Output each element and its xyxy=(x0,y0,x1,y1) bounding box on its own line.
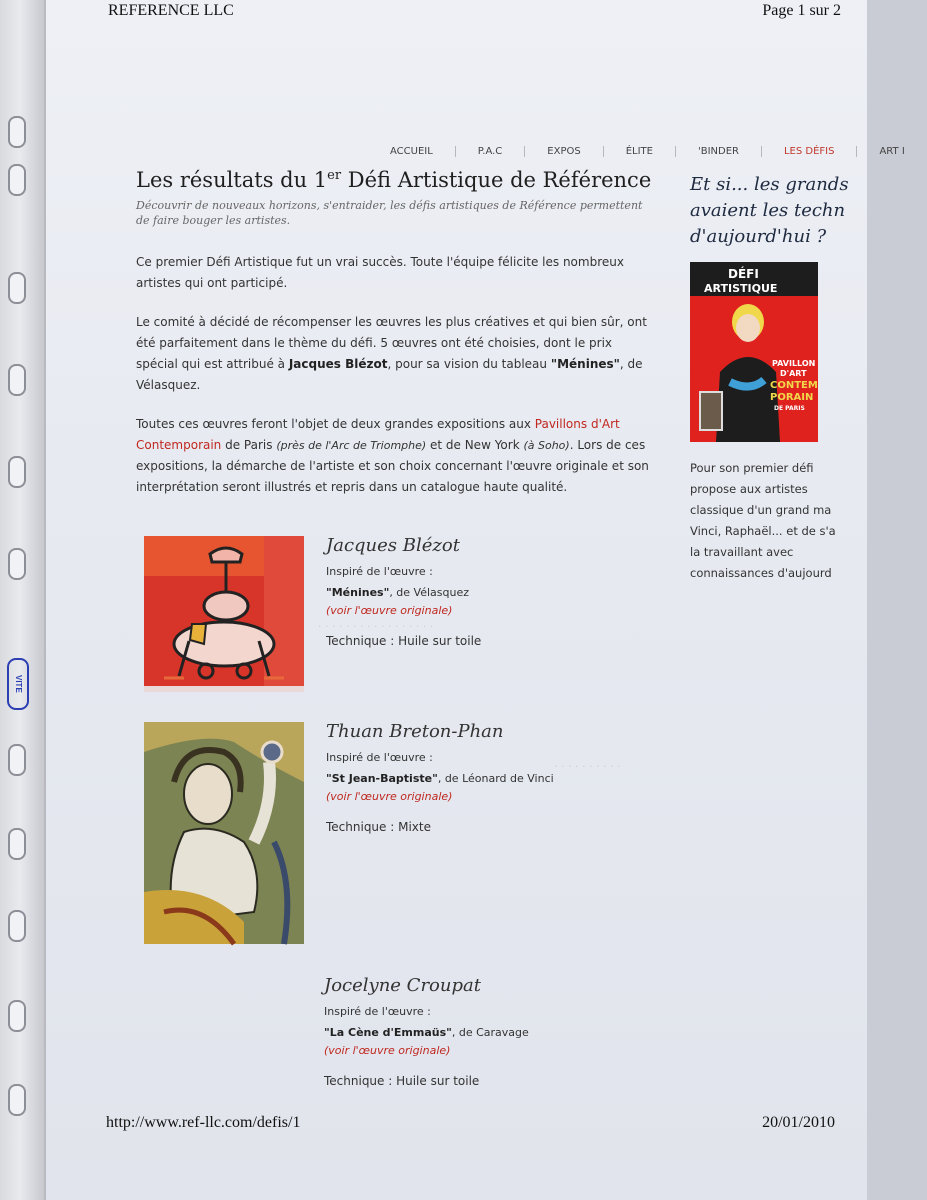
binder-hole xyxy=(8,828,26,860)
pavillons-link[interactable]: Pavillons d'Art Contemporain xyxy=(136,417,620,452)
poster-line: ARTISTIQUE xyxy=(704,282,778,295)
artwork-thumbnail-blezot[interactable] xyxy=(144,536,304,692)
nav-item-art[interactable]: ART I xyxy=(879,145,905,157)
nav-item-binder[interactable]: 'BINDER xyxy=(676,146,762,157)
nav-item-les-defis[interactable]: LES DÉFIS xyxy=(762,146,857,157)
binder-hole xyxy=(8,164,26,196)
sidebar-title-line: d'aujourd'hui ? xyxy=(690,226,827,247)
technique: Technique : Huile sur toile xyxy=(324,1074,480,1088)
inspired-label: Inspiré de l'œuvre : xyxy=(326,751,433,764)
binder-hole xyxy=(8,364,26,396)
poster-line: DÉFI xyxy=(728,267,759,281)
technique: Technique : Mixte xyxy=(326,820,431,834)
print-footer-date: 20/01/2010 xyxy=(762,1114,835,1131)
poster-line: CONTEM xyxy=(770,380,818,391)
poster-line: PORAIN xyxy=(770,392,814,403)
binder-hole xyxy=(8,116,26,148)
nav-item-elite[interactable]: ÉLITE xyxy=(604,146,676,157)
artwork-entry xyxy=(136,720,652,950)
view-original-link[interactable]: (voir l'œuvre originale) xyxy=(326,790,453,803)
binder-brand-tag: VITE xyxy=(7,658,29,710)
winner-name: Jacques Blézot xyxy=(288,357,388,371)
sidebar xyxy=(690,172,867,584)
nav-item-expos[interactable]: EXPOS xyxy=(525,146,603,157)
binder-hole xyxy=(8,744,26,776)
binder-hole xyxy=(8,1000,26,1032)
binder-strip xyxy=(0,0,46,1200)
sidebar-text-line: Pour son premier défi xyxy=(690,461,814,475)
artwork-thumbnail-breton-phan[interactable] xyxy=(144,722,304,944)
nav-item-accueil[interactable]: ACCUEIL xyxy=(378,146,456,157)
poster-line: DE PARIS xyxy=(774,405,805,412)
original-work: "Ménines", de Vélasquez xyxy=(326,586,470,599)
binder-hole xyxy=(8,456,26,488)
sidebar-title-line: Et si... les grands xyxy=(690,174,849,195)
artist-name: Thuan Breton-Phan xyxy=(326,721,504,742)
print-header-site: REFERENCE LLC xyxy=(108,2,234,19)
show-through-text: · · · · · · · · · · · · · · · · · xyxy=(318,620,434,633)
binder-hole xyxy=(8,272,26,304)
sidebar-text-line: connaissances d'aujourd xyxy=(690,566,832,580)
poster-line: PAVILLON xyxy=(772,359,816,368)
nav-item-pac[interactable]: P.A.C xyxy=(456,146,525,157)
artist-name: Jacques Blézot xyxy=(326,535,460,556)
view-original-link[interactable]: (voir l'œuvre originale) xyxy=(326,604,453,617)
show-through-text: · · · · · · · · · · xyxy=(554,760,621,773)
artist-name: Jocelyne Croupat xyxy=(324,975,481,996)
technique: Technique : Huile sur toile xyxy=(326,634,482,648)
sidebar-text xyxy=(690,458,867,584)
sidebar-text-line: la travaillant avec xyxy=(690,545,794,559)
article xyxy=(136,162,652,498)
article-subtitle: Découvrir de nouveaux horizons, s'entraider, les défis artistiques de Référence permettent de faire bouger les artistes. xyxy=(136,199,643,227)
winner-work: "Ménines" xyxy=(550,357,620,371)
original-work: "St Jean-Baptiste", de Léonard de Vinci xyxy=(326,772,554,785)
print-header-page: Page 1 sur 2 xyxy=(762,2,841,19)
printed-page xyxy=(46,0,905,1200)
print-footer-url: http://www.ref-llc.com/defis/1 xyxy=(106,1114,301,1131)
defi-poster-image[interactable] xyxy=(690,262,818,442)
binder-hole xyxy=(8,1084,26,1116)
binder-hole xyxy=(8,548,26,580)
paragraph-intro: Ce premier Défi Artistique fut un vrai succès. Toute l'équipe félicite les nombreux artistes qui ont participé. xyxy=(136,255,624,290)
original-work: "La Cène d'Emmaüs", de Caravage xyxy=(324,1026,529,1039)
paragraph-expositions: Toutes ces œuvres feront l'objet de deux grandes expositions aux Pavillons d'Art Contemporain de Paris (près de l'Arc de Triomphe) et de New York (à Soho). Lors de ces expositions, la démarche de l'artiste et son choix concernant l'œuvre originale et son interprétation seront illustrés et repris dans un catalogue haute qualité. xyxy=(136,417,649,494)
sidebar-text-line: propose aux artistes xyxy=(690,482,808,496)
inspired-label: Inspiré de l'œuvre : xyxy=(324,1005,431,1018)
page-title: Les résultats du 1er Défi Artistique de Référence xyxy=(136,168,652,192)
paragraph-committee: Le comité à décidé de récompenser les œuvres les plus créatives et qui bien sûr, ont été parfaitement dans le thème du défi. 5 œuvres ont été choisies, dont le prix spécial qui est attribué à Jacques Blézot, pour sa vision du tableau "Ménines", de Vélasquez. xyxy=(136,315,647,392)
artwork-entry xyxy=(134,974,650,1104)
artwork-entry xyxy=(136,534,652,694)
view-original-link[interactable]: (voir l'œuvre originale) xyxy=(324,1044,451,1057)
inspired-label: Inspiré de l'œuvre : xyxy=(326,565,433,578)
poster-line: D'ART xyxy=(780,369,807,378)
binder-hole xyxy=(8,910,26,942)
sidebar-text-line: Vinci, Raphaël... et de s'a xyxy=(690,524,836,538)
sidebar-text-line: classique d'un grand ma xyxy=(690,503,832,517)
sidebar-title-line: avaient les techn xyxy=(690,200,846,221)
top-navigation xyxy=(378,140,905,162)
